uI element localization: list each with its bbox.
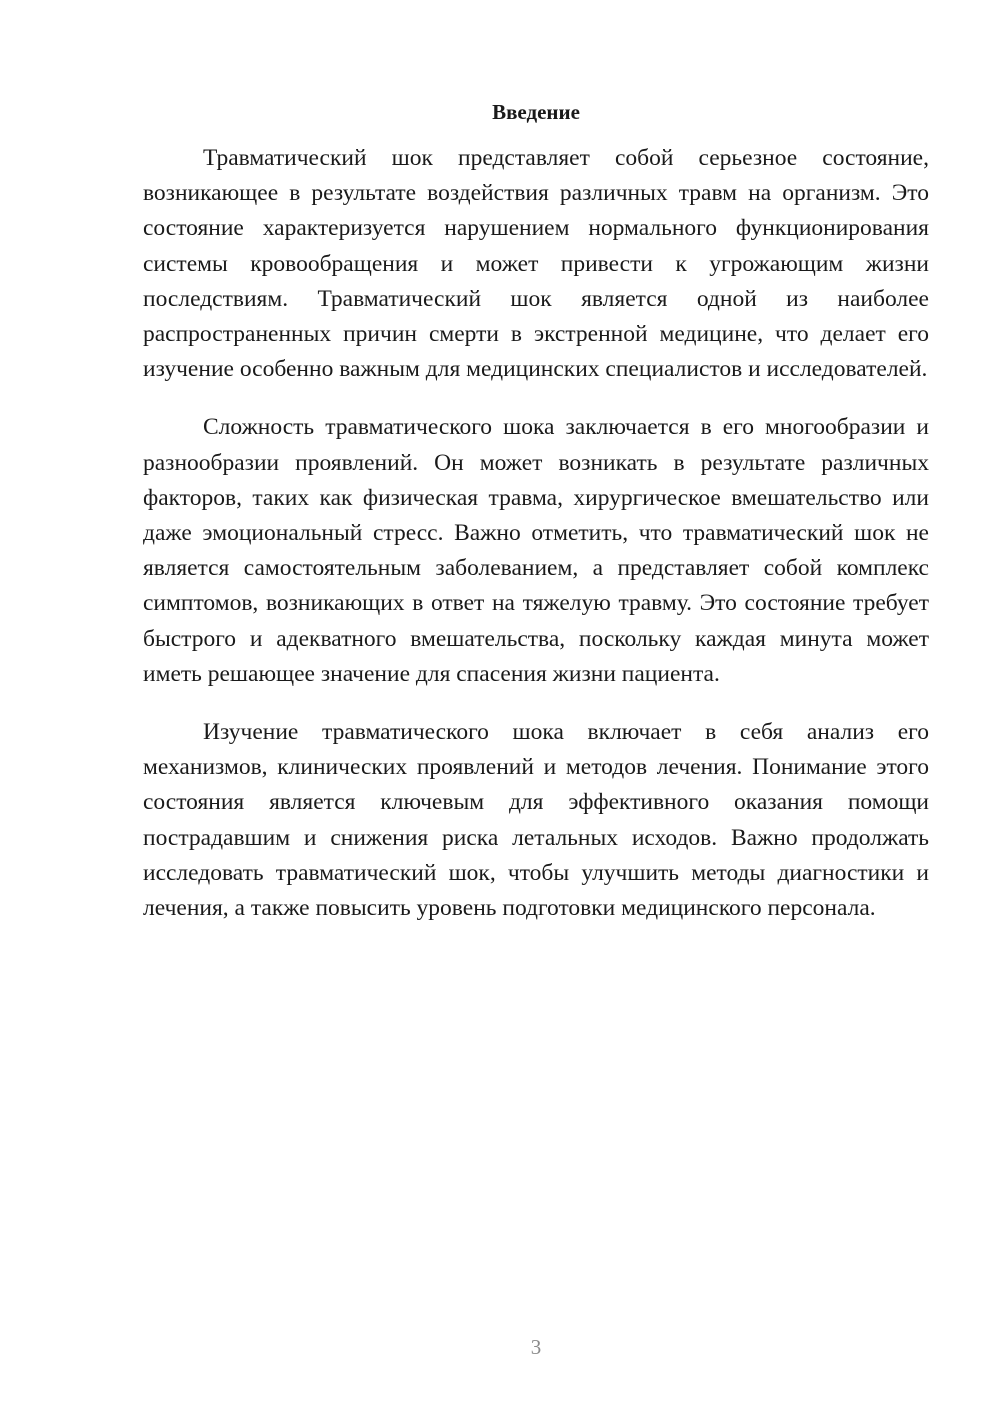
page-number: 3 xyxy=(530,1335,542,1359)
paragraph-1: Травматический шок представляет собой серьезное состояние, возникающее в результате воздействия различных травм на организм. Это состояние характеризуется нарушением нормального функционирования системы кровообращения и может привести к угрожающим жизни последствиям. Травматический шок является одной из наиболее распространенных причин смерти в экстренной медицине, что делает его изучение особенно важным для медицинских специалистов и исследователей. xyxy=(143,145,929,383)
section-heading: Введение xyxy=(492,100,580,124)
paragraph-3: Изучение травматического шока включает в себя анализ его механизмов, клинических проявлений и методов лечения. Понимание этого состояния является ключевым для эффективного оказания помощи пострадавшим и снижения риска летальных исходов. Важно продолжать исследовать травматический шок, чтобы улучшить методы диагностики и лечения, а также повысить уровень подготовки медицинского персонала. xyxy=(143,719,929,922)
paragraph-2: Сложность травматического шока заключается в его многообразии и разнообразии проявлений. Он может возникать в результате различных факторов, таких как физическая травма, хирургическое вмешательство или даже эмоциональный стресс. Важно отметить, что травматический шок не является самостоятельным заболеванием, а представляет собой комплекс симптомов, возникающих в ответ на тяжелую травму. Это состояние требует быстрого и адекватного вмешательства, поскольку каждая минута может иметь решающее значение для спасения жизни пациента. xyxy=(143,414,929,687)
body-text xyxy=(143,141,929,949)
